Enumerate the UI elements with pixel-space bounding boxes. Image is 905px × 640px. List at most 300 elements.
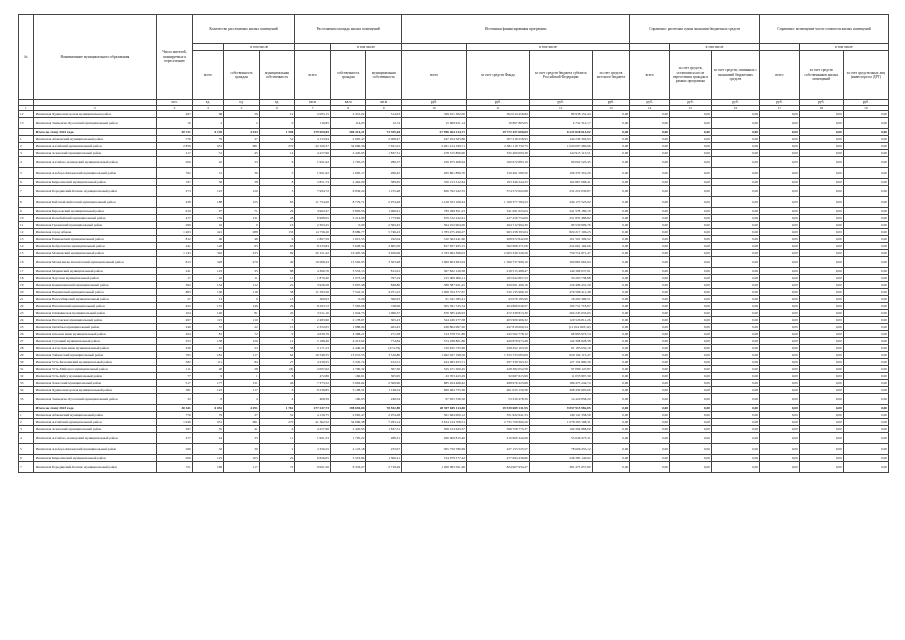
table-cell: 106 370 319,20 (529, 168, 592, 179)
table-cell: 783 269 811,23 (402, 208, 467, 215)
table-cell: 1 008 704 377,67 (402, 289, 467, 296)
table-row (19, 282, 889, 289)
table-cell: 0,00 (760, 111, 800, 118)
table-cell: 367 822 126,38 (402, 268, 467, 275)
table-cell: 0,00 (592, 289, 630, 296)
table-cell: 951 (192, 143, 223, 150)
municipality-name: Инсинская Бейтской-Кайатский муниципальный район (33, 197, 157, 208)
table-cell: 6 139 (192, 129, 223, 136)
table-cell: 0,00 (670, 289, 712, 296)
header-savings-economy: за счет средств, связанных с экономией бюджетных средств (711, 51, 759, 100)
table-cell: 27 (224, 136, 260, 143)
table-cell: 0,00 (843, 143, 888, 150)
table-cell: 0,00 (711, 444, 759, 455)
table-cell: 0,00 (760, 179, 800, 186)
table-cell: 0,00 (592, 179, 630, 186)
table-cell: 0,00 (760, 359, 800, 366)
table-cell: 0,00 (760, 118, 800, 129)
table-cell: 160,05 (330, 394, 366, 405)
table-cell: (8) (259, 366, 295, 373)
table-cell: 241 (157, 268, 193, 275)
table-cell: 0,00 (760, 157, 800, 168)
row-number: 27 (19, 338, 34, 345)
table-cell: 2 974,49 (366, 197, 402, 208)
table-cell: 0,00 (843, 168, 888, 179)
table-cell: 0,00 (843, 186, 888, 197)
table-cell: 0,00 (670, 129, 712, 136)
table-cell: 0,00 (592, 455, 630, 462)
row-number: 28 (19, 345, 34, 352)
table-cell: 126 (192, 310, 223, 317)
table-cell: 16 (192, 222, 223, 229)
table-cell: 1 991,53 (295, 433, 331, 444)
unit-cell: ед. (192, 100, 223, 106)
column-number: 11 (466, 106, 529, 111)
table-cell: 91 (192, 345, 223, 352)
table-cell: 2 074,28 (366, 412, 402, 419)
table-cell: 38 (259, 345, 295, 352)
table-cell: 0,00 (670, 118, 712, 129)
unit-cell: кв.м (330, 100, 366, 106)
table-cell: 2 356,25 (295, 444, 331, 455)
table-cell: 114,05 (330, 118, 366, 129)
table-cell: 0,00 (799, 373, 843, 380)
unit-cell: руб. (760, 100, 800, 106)
municipality-name: Инсинская Знаменско-Бусонский муниципальный район (33, 394, 157, 405)
table-cell: 1 705,25 (330, 157, 366, 168)
table-row (19, 111, 889, 118)
group-rooms-count-header: Количество расселяемых жилых помещений (192, 15, 295, 44)
table-cell: 436 804 997,20 (402, 324, 467, 331)
table-cell: 0,00 (670, 352, 712, 359)
table-cell: 77 (157, 373, 193, 380)
table-cell: 193 346 244,23 (466, 179, 529, 186)
table-cell: 0,00 (843, 331, 888, 338)
table-cell: 218 515 488,47 (466, 268, 529, 275)
empty-header (402, 44, 467, 51)
table-cell: 81 (224, 310, 260, 317)
table-cell: 0,00 (670, 275, 712, 282)
table-cell: 619 (157, 208, 193, 215)
table-cell: 277 247,73 (295, 405, 331, 412)
header-investor-funds: за счет средств иных лиц (инвестора по ДРТ) (843, 51, 888, 100)
empty-header (630, 44, 670, 51)
table-cell: 217 (157, 150, 193, 157)
row-number: 26 (19, 331, 34, 338)
table-cell: 18 262 399,51 (529, 296, 592, 303)
table-cell: 5 746,43 (366, 229, 402, 236)
table-cell: 0,00 (592, 373, 630, 380)
table-cell: 0,00 (592, 394, 630, 405)
table-cell: 824 607 934,27 (466, 462, 529, 473)
table-cell: 0,00 (670, 426, 712, 433)
table-cell: 0,00 (330, 296, 366, 303)
table-cell: 0,00 (760, 433, 800, 444)
table-cell: 11 (259, 275, 295, 282)
table-cell: 4 257,96 (295, 426, 331, 433)
table-cell: 0,00 (592, 208, 630, 215)
table-cell: 15 (259, 324, 295, 331)
header-total: всего (630, 51, 670, 100)
table-row (19, 455, 889, 462)
table-row (19, 186, 889, 197)
header-subject-budget: за счет средств бюджета субъекта Российской Федерации (529, 51, 592, 100)
table-cell: 403 909 466,32 (466, 317, 529, 324)
table-cell: 0,00 (670, 419, 712, 426)
table-cell: 204 (157, 331, 193, 338)
table-cell: 63 (224, 243, 260, 250)
municipality-name: Инсинская Березовский муниципальный район (33, 208, 157, 215)
table-cell: 685 454 468,42 (402, 380, 467, 387)
table-cell: 0,00 (799, 229, 843, 236)
header-citizen-owned: собственность граждан (330, 51, 366, 100)
table-cell: 1 078 395 108,31 (529, 419, 592, 426)
table-cell: 0,00 (760, 275, 800, 282)
table-cell: 461 025 150,36 (466, 387, 529, 394)
table-cell: 0,00 (670, 186, 712, 197)
table-cell: 197 (157, 179, 193, 186)
unit-cell: кв.м (366, 100, 402, 106)
table-cell: 2 (192, 118, 223, 129)
municipality-name: Инсинская город Абакан (33, 229, 157, 236)
table-cell: 165 642 867,23 (466, 275, 529, 282)
table-row (19, 257, 889, 268)
table-cell: 0,00 (760, 208, 800, 215)
table-cell: 1 128,54 (366, 387, 402, 394)
table-cell: 254 661 194,06 (529, 243, 592, 250)
table-row (19, 444, 889, 455)
table-cell: 159 (192, 215, 223, 222)
table-cell: 776 (157, 136, 193, 143)
table-row (19, 136, 889, 143)
table-cell: 421 (192, 229, 223, 236)
table-row (19, 387, 889, 394)
row-number: 34 (19, 387, 34, 394)
table-cell: 43 703 423,29 (402, 373, 467, 380)
table-cell: 0,00 (592, 275, 630, 282)
table-cell: 0,00 (711, 359, 759, 366)
table-cell: 0,00 (760, 366, 800, 373)
table-cell: 0,00 (711, 143, 759, 150)
table-cell: 265 861 899,70 (402, 168, 467, 179)
table-cell: 498 979 223,68 (466, 380, 529, 387)
table-cell: 159 491 580,50 (466, 168, 529, 179)
municipality-name: Инсинская Алтайско-Алеверский муниципальный район (33, 157, 157, 168)
table-cell: 104 (157, 310, 193, 317)
table-cell: 0,00 (843, 455, 888, 462)
table-cell: 5 108,31 (330, 387, 366, 394)
table-cell: 0,00 (592, 229, 630, 236)
table-cell: 669 484 755,36 (402, 387, 467, 394)
table-cell: 0,00 (760, 412, 800, 419)
table-cell: 28 (224, 366, 260, 373)
table-row (19, 345, 889, 352)
table-cell: 0,00 (799, 359, 843, 366)
table-cell: 90 002 525,45 (529, 157, 592, 168)
table-cell: 0,00 (799, 111, 843, 118)
table-cell: 100 731 718,97 (529, 303, 592, 310)
table-cell: 0,00 (630, 433, 670, 444)
table-cell: 166,91 (330, 373, 366, 380)
table-cell: 309 911 362,00 (402, 111, 467, 118)
table-cell: 0,00 (670, 331, 712, 338)
table-cell: 0,00 (592, 197, 630, 208)
table-cell: 186 475 244,74 (529, 380, 592, 387)
table-cell: 1 909 603 663,04 (402, 257, 467, 268)
table-cell: 2 068,47 (366, 136, 402, 143)
table-cell: 11 (259, 433, 295, 444)
table-cell: 297 330 563,32 (466, 359, 529, 366)
table-cell: 524 436 277,58 (402, 317, 467, 324)
table-cell: 0,00 (711, 257, 759, 268)
table-row (19, 222, 889, 229)
table-cell: 28 (259, 215, 295, 222)
table-cell: 181 (192, 352, 223, 359)
table-cell: 0,00 (592, 359, 630, 366)
municipality-name: Инсинская Чудинсекаторская муниципальная район (33, 111, 157, 118)
table-cell: 12,74 (366, 118, 402, 129)
table-row (19, 229, 889, 236)
table-cell: 36 (224, 168, 260, 179)
table-cell: 160 672 883,19 (466, 157, 529, 168)
table-cell: 0,00 (711, 433, 759, 444)
table-body (19, 111, 889, 473)
table-cell: 256 (157, 345, 193, 352)
table-cell: 0,00 (760, 282, 800, 289)
municipality-name: Инсинская Олёкминская муниципальный район (33, 310, 157, 317)
municipality-name: Инсинская Алтасская мина муниципальный район (33, 345, 157, 352)
table-cell: 0,00 (799, 426, 843, 433)
table-cell: 0,00 (799, 303, 843, 310)
table-cell: 35 (224, 268, 260, 275)
row-number: 10 (19, 215, 34, 222)
table-cell: 0,00 (843, 317, 888, 324)
table-cell: 9 (192, 373, 223, 380)
group-area-header: Расселяемая площадь жилых помещений (295, 15, 402, 44)
municipality-name: Инсинская Нерчинский муниципальный район (33, 289, 157, 296)
table-cell: 532 135 966,19 (466, 289, 529, 296)
table-cell: 0,00 (843, 222, 888, 229)
table-cell: 0,00 (760, 380, 800, 387)
column-number: 15 (670, 106, 712, 111)
table-cell: 3 656,06 (366, 250, 402, 257)
table-cell: 0,00 (711, 419, 759, 426)
table-cell: 116,85 (295, 118, 331, 129)
row-number: 4 (19, 433, 34, 444)
table-cell: 0,00 (711, 136, 759, 143)
table-cell: 0,00 (799, 157, 843, 168)
table-cell: 2 352,05 (295, 324, 331, 331)
table-cell: 0,00 (670, 387, 712, 394)
table-cell: 0,00 (843, 419, 888, 426)
table-cell: 14 (259, 150, 295, 157)
table-cell: 7 293,14 (366, 419, 402, 426)
table-row (19, 268, 889, 275)
row-number: 14 (19, 243, 34, 250)
table-cell: 774,84 (366, 338, 402, 345)
table-cell: 463,45 (366, 324, 402, 331)
table-cell: 0,00 (760, 462, 800, 473)
table-cell: 302 014 456,84 (466, 111, 529, 118)
table-cell: 123 (192, 186, 223, 197)
table-cell: 43 079 185,90 (466, 296, 529, 303)
table-cell: 447 819 600,54 (466, 324, 529, 331)
table-cell: 0,00 (670, 359, 712, 366)
table-cell: 0,00 (760, 373, 800, 380)
table-cell: 477 694 436,80 (466, 455, 529, 462)
row-number: 13 (19, 118, 34, 129)
table-cell: 81 (192, 331, 223, 338)
table-cell: 208 459 605,00 (529, 387, 592, 394)
table-cell: 5 214,99 (330, 215, 366, 222)
table-cell: 381 (157, 387, 193, 394)
table-cell: 505 591 745,54 (402, 303, 467, 310)
municipality-name: Инсинская Колыбайский муниципальный район (33, 215, 157, 222)
table-cell: 0,00 (670, 179, 712, 186)
table-cell: 0,00 (711, 345, 759, 352)
table-cell: 279 (224, 257, 260, 268)
sub-header-incl-3: в том числе (466, 44, 629, 51)
table-cell: 0,00 (592, 331, 630, 338)
table-cell: 0,00 (843, 394, 888, 405)
row-number: 23 (19, 310, 34, 317)
table-cell: 13 031,55 (330, 352, 366, 359)
table-cell: 0,00 (799, 345, 843, 352)
column-number: 19 (843, 106, 888, 111)
municipality-name: Инсинская Алтайско-Алеверский муниципальный район (33, 433, 157, 444)
table-cell: 6 343,07 (330, 462, 366, 473)
table-cell: 360,93 (366, 296, 402, 303)
table-cell: 34 069,38 (330, 419, 366, 426)
table-cell: 16 548,35 (295, 352, 331, 359)
table-cell: 307 218 258,93 (466, 136, 529, 143)
table-cell: 582 (157, 359, 193, 366)
table-cell: 0,00 (843, 289, 888, 296)
table-cell: 32 (157, 394, 193, 405)
table-cell: 1 155,48 (366, 186, 402, 197)
table-cell: 0,00 (711, 455, 759, 462)
table-cell: 1 066,37 (366, 310, 402, 317)
table-cell: 3 553,15 (330, 268, 366, 275)
table-cell: 0,00 (670, 373, 712, 380)
table-row (19, 419, 889, 426)
table-row (19, 412, 889, 419)
table-cell: 0,00 (592, 405, 630, 412)
table-cell: 0,00 (843, 387, 888, 394)
unit-cell: кв.м (295, 100, 331, 106)
table-cell: 0,00 (843, 426, 888, 433)
unit-cell: руб. (843, 100, 888, 106)
resettlement-program-table (18, 14, 889, 473)
table-cell: 246 385 140,62 (529, 455, 592, 462)
table-cell: 117 (224, 387, 260, 394)
municipality-name: Инсинская Ёжиковский муниципальный район (33, 236, 157, 243)
table-cell: 111 (192, 359, 223, 366)
row-number: 30 (19, 359, 34, 366)
table-cell: 249 175 523,92 (529, 197, 592, 208)
table-cell: 0,00 (592, 462, 630, 473)
table-cell: 27 (224, 412, 260, 419)
table-cell: 0,00 (630, 215, 670, 222)
table-cell: 0,00 (711, 282, 759, 289)
table-cell: 1 333 733 083,09 (466, 352, 529, 359)
table-cell: 0,00 (630, 444, 670, 455)
table-cell: 0,00 (799, 366, 843, 373)
header-municipal-owned: муниципальная собственность (259, 51, 295, 100)
table-cell: 0,00 (799, 310, 843, 317)
table-cell: 228 452 103,50 (466, 345, 529, 352)
table-cell: 0,00 (760, 268, 800, 275)
table-row (19, 143, 889, 150)
table-cell: 3 628,34 (330, 243, 366, 250)
table-cell: 0,00 (843, 338, 888, 345)
table-cell: 11 754,20 (295, 197, 331, 208)
table-cell: 0,00 (711, 250, 759, 257)
table-cell: 478 315 806,90 (402, 150, 467, 157)
table-cell: 438 (157, 197, 193, 208)
table-row (19, 179, 889, 186)
table-cell: 0,00 (799, 394, 843, 405)
table-cell: 0,00 (592, 243, 630, 250)
table-cell: 111 (157, 366, 193, 373)
table-cell: 78 606 255,12 (529, 444, 592, 455)
table-cell: 0,00 (630, 275, 670, 282)
table-cell: 0,00 (799, 380, 843, 387)
table-cell: 0,00 (630, 289, 670, 296)
table-cell: 0,00 (760, 229, 800, 236)
table-cell: 0,00 (670, 157, 712, 168)
table-cell: 501 064 000,12 (402, 412, 467, 419)
table-cell: 4 962,47 (295, 208, 331, 215)
table-row (19, 426, 889, 433)
table-cell: 1 615,55 (330, 236, 366, 243)
table-cell: 0,00 (843, 405, 888, 412)
table-cell: 4 605,50 (366, 243, 402, 250)
unit-cell: руб. (592, 100, 630, 106)
table-cell: 0,00 (711, 387, 759, 394)
table-cell: 0,00 (843, 366, 888, 373)
table-cell: 15 669 931,14 (402, 118, 467, 129)
table-cell: 19 539 689 131,95 (466, 405, 529, 412)
row-number: 11 (19, 222, 34, 229)
table-cell: 2 363,25 (295, 222, 331, 229)
table-cell: 0,00 (760, 324, 800, 331)
table-cell: 0,00 (630, 455, 670, 462)
table-cell: 0,00 (711, 111, 759, 118)
table-cell: 16 495,36 (330, 250, 366, 257)
table-cell: 241 (157, 243, 193, 250)
table-cell: 0,00 (799, 250, 843, 257)
table-cell: 53 (224, 345, 260, 352)
row-number: 20 (19, 289, 34, 296)
table-cell: 351 922 641,53 (466, 412, 529, 419)
table-cell: 0,00 (592, 444, 630, 455)
table-cell: 1 705,22 (330, 433, 366, 444)
table-row (19, 303, 889, 310)
table-cell: 0,00 (843, 208, 888, 215)
table-cell: 115 (192, 317, 223, 324)
table-cell: 4 258,25 (295, 359, 331, 366)
table-cell: 0,00 (843, 275, 888, 282)
table-cell: 0,00 (711, 208, 759, 215)
table-cell: 0,00 (630, 129, 670, 136)
table-cell: 0,00 (799, 433, 843, 444)
col-municipality-header: Наименование муниципального образования (33, 15, 157, 100)
table-cell: 88 (259, 268, 295, 275)
row-number: 22 (19, 303, 34, 310)
table-cell: 1 169 377 584,52 (466, 197, 529, 208)
table-cell: 0,00 (799, 275, 843, 282)
